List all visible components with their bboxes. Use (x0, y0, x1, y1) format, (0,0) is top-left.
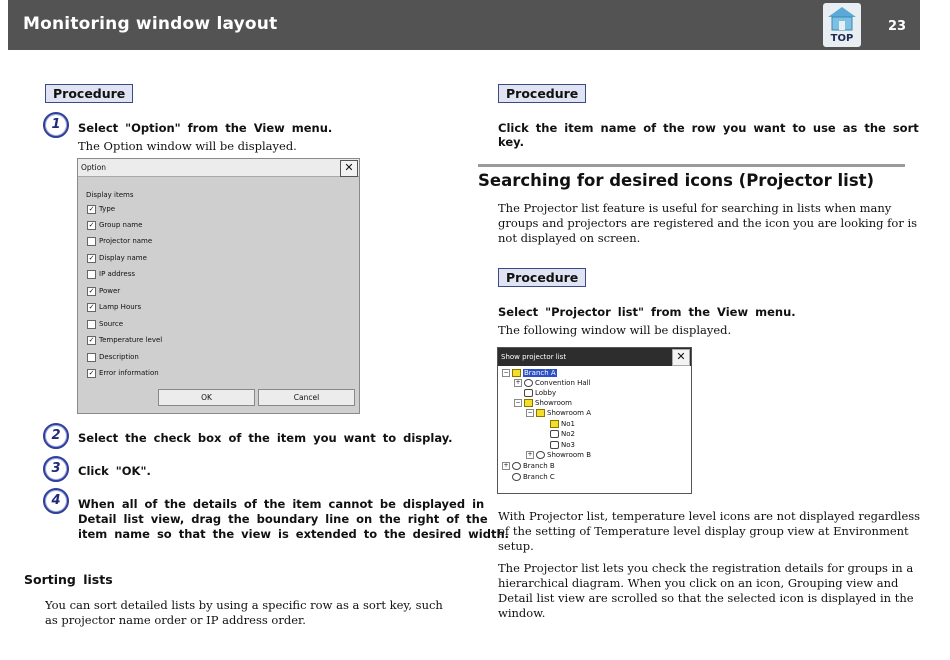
tree-item-label: Showroom (535, 399, 572, 407)
intro-line-1: The Projector list feature is useful for searching in lists when many (498, 201, 892, 215)
procedure-label: Procedure (498, 268, 586, 287)
ok-button[interactable]: OK (158, 389, 255, 406)
tree-item[interactable] (512, 472, 555, 482)
tree-item-label: No1 (561, 420, 575, 428)
intro-line-3: not displayed on screen. (498, 231, 641, 245)
page-number: 23 (888, 19, 907, 34)
para2-line-3: Detail list view are scrolled so that the selected icon is displayed in the (498, 591, 914, 605)
para2-line-2: hierarchical diagram. When you click on an icon, Grouping view and (498, 576, 899, 590)
expand-icon[interactable]: + (503, 462, 509, 469)
checkbox-label: Temperature level (99, 336, 163, 344)
projector-icon (550, 430, 559, 438)
sorting-line-1: You can sort detailed lists by using a specific row as a sort key, such (45, 598, 443, 612)
step-4-line-1: When all of the details of the item cannot be displayed in (78, 497, 485, 511)
checkbox[interactable] (87, 353, 96, 362)
sorting-heading: Sorting lists (24, 572, 113, 587)
step-subtext: The following window will be displayed. (498, 323, 732, 337)
checkbox-row[interactable] (87, 253, 147, 265)
section-divider (478, 164, 905, 167)
close-icon[interactable]: ✕ (340, 160, 358, 177)
checkbox-label: Type (99, 205, 116, 213)
checkbox-row[interactable] (87, 269, 135, 281)
tree-item-label: Convention Hall (535, 379, 591, 387)
checkbox-label: Source (99, 320, 124, 328)
step-1-text: Select "Option" from the View menu. (78, 121, 333, 135)
checkbox[interactable]: ✓ (88, 220, 95, 229)
tree-item[interactable] (526, 450, 591, 460)
para1-line-3: setup. (498, 539, 534, 553)
tree-item-label: Branch B (523, 462, 555, 470)
checkbox[interactable]: ✓ (88, 204, 95, 213)
intro-line-2: groups and projectors are registered and the icon you are looking for is (498, 216, 918, 230)
tree-item-label: No3 (561, 441, 575, 449)
step-3-text: Click "OK". (78, 464, 151, 478)
checkbox[interactable] (87, 237, 96, 246)
tree-item[interactable] (526, 408, 591, 418)
step-number-4: 4 (43, 488, 69, 514)
page-title: Monitoring window layout (23, 14, 278, 34)
checkbox-label: Group name (99, 221, 143, 229)
step-number-2: 2 (43, 423, 69, 449)
checkbox[interactable]: ✓ (88, 335, 95, 344)
top-button-label: TOP (830, 33, 854, 44)
checkbox-label: Description (99, 353, 139, 361)
para1-line-2: of the setting of Temperature level display group view at Environment (498, 524, 909, 538)
tree-item-label: Branch C (523, 473, 555, 481)
para1-line-1: With Projector list, temperature level icons are not displayed regardless (498, 509, 921, 523)
group-icon (512, 462, 521, 470)
checkbox[interactable] (87, 320, 96, 329)
option-dialog-title: Option (78, 159, 359, 177)
close-icon[interactable]: ✕ (672, 349, 690, 366)
sorting-line-2: as projector name order or IP address order. (45, 613, 306, 627)
checkbox-row[interactable] (87, 236, 152, 248)
display-items-label: Display items (86, 191, 134, 199)
warning-icon (524, 399, 533, 407)
checkbox-row[interactable] (87, 204, 115, 216)
section-heading: Searching for desired icons (Projector list) (478, 171, 875, 190)
step-number-1: 1 (43, 112, 69, 138)
checkbox-label: Projector name (99, 237, 153, 245)
checkbox[interactable]: ✓ (88, 253, 95, 262)
cancel-button[interactable]: Cancel (258, 389, 355, 406)
tree-item[interactable] (550, 419, 575, 429)
checkbox-row[interactable] (87, 368, 159, 380)
tree-item[interactable] (514, 378, 591, 388)
tree-item[interactable] (550, 440, 575, 450)
step-1-subtext: The Option window will be displayed. (78, 139, 297, 153)
tree-item-label: Branch A (524, 369, 556, 377)
projector-icon (550, 441, 559, 449)
checkbox[interactable] (87, 270, 96, 279)
group-icon (536, 451, 545, 459)
checkbox-row[interactable] (87, 319, 123, 331)
tree-item-label: No2 (561, 430, 575, 438)
step-4-line-2: Detail list view, drag the boundary line on the right of the (78, 512, 488, 526)
checkbox-row[interactable] (87, 335, 162, 347)
collapse-icon[interactable]: − (503, 369, 509, 376)
step-4-line-3: item name so that the view is extended to the desired width. (78, 527, 510, 541)
tree-item-label: Lobby (535, 389, 557, 397)
step-text: Select "Projector list" from the View menu. (498, 305, 796, 319)
expand-icon[interactable]: + (515, 379, 521, 386)
projector-list-title: Show projector list (498, 348, 691, 366)
tree-item-label: Showroom B (547, 451, 592, 459)
top-button[interactable] (823, 3, 861, 47)
tree-item-label: Showroom A (547, 409, 592, 417)
procedure-label: Procedure (498, 84, 586, 103)
checkbox-label: IP address (99, 270, 136, 278)
tree-item[interactable] (550, 429, 575, 439)
projector-icon (524, 389, 533, 397)
step-number-3: 3 (43, 456, 69, 482)
checkbox[interactable]: ✓ (88, 286, 95, 295)
collapse-icon[interactable]: − (515, 399, 521, 406)
warning-icon (512, 369, 521, 377)
checkbox-label: Error information (99, 369, 159, 377)
checkbox-row[interactable] (87, 220, 142, 232)
checkbox-label: Lamp Hours (99, 303, 142, 311)
para2-line-1: The Projector list lets you check the registration details for groups in a (498, 561, 914, 575)
tree-item[interactable] (502, 368, 557, 378)
checkbox-label: Power (99, 287, 121, 295)
tree-item[interactable] (514, 398, 572, 408)
collapse-icon[interactable]: − (527, 409, 533, 416)
page-header (8, 0, 920, 50)
expand-icon[interactable]: + (527, 451, 533, 458)
checkbox-label: Display name (99, 254, 147, 262)
projector-list-window (497, 347, 692, 494)
checkbox-row[interactable] (87, 352, 139, 364)
checkbox-row[interactable] (87, 286, 120, 298)
tree-item[interactable] (502, 461, 555, 471)
warning-icon (536, 409, 545, 417)
checkbox[interactable]: ✓ (88, 368, 95, 377)
group-icon (524, 379, 533, 387)
checkbox[interactable]: ✓ (88, 302, 95, 311)
home-icon (823, 3, 861, 33)
tree-item[interactable] (524, 388, 556, 398)
para2-line-4: window. (498, 606, 546, 620)
warning-icon (550, 420, 559, 428)
option-dialog (77, 158, 360, 414)
procedure-label: Procedure (45, 84, 133, 103)
step-2-text: Select the check box of the item you want to display. (78, 431, 453, 445)
sort-step-text: Click the item name of the row you want to use as the sort key. (498, 121, 919, 149)
group-icon (512, 473, 521, 481)
checkbox-row[interactable] (87, 302, 141, 314)
